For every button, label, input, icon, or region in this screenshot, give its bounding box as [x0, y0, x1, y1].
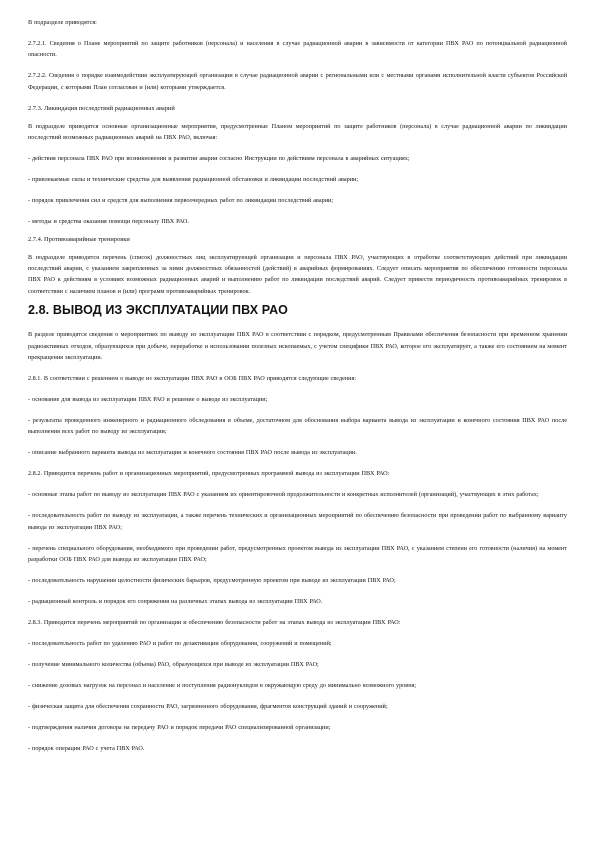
list-item: - порядок привлечения сил и средств для выполнения первоочередных работ по ликвидации последствий аварии; — [28, 197, 334, 205]
subsection-heading: 2.7.3. Ликвидация последствий радиационных аварий — [28, 104, 175, 112]
list-item: - перечень специального оборудования, необходимого при проведении работ, предусмотренных проектом вывода из эксплуатации ПВХ РАО, с указанием степени его готовности (наличия) на момент разработки ООБ ПВХ РАО для вывода из эксплуатации ПВХ РАО; — [28, 544, 567, 564]
paragraph: 2.7.2.2. Сведения о порядке взаимодействия эксплуатирующей организации в случае радиационной аварии с региональными или с местными органами исполнительной власти субъектов Российской Федерации, с которыми План согласован и (или) которыми утверждается. — [28, 72, 567, 91]
subsection-heading: 2.7.4. Противоаварийные тренировки — [28, 235, 130, 243]
list-item: - действия персонала ПВХ РАО при возникновении и развитии аварии согласно Инструкции по действиям персонала в аварийных ситуациях; — [28, 155, 410, 163]
list-item: - основные этапы работ по выводу из эксплуатации ПВХ РАО с указанием их ориентировочной продолжительности и конкретных исполнителей (организаций), участвующих в этих работах; — [28, 491, 539, 499]
list-item: - порядок операции РАО с учета ПВХ РАО. — [28, 745, 145, 753]
list-item: - снижение дозовых нагрузок на персонал и население и поступления радионуклидов в окружающую среду до минимально возможного уровня; — [28, 682, 417, 690]
paragraph: В подразделе приводится перечень (список) должностных лиц эксплуатирующей организации и персонала ПВХ РАО, участвующих в отработке соответствующих действий при ликвидации последствий аварии, с указанием закрепленных за ними должностных обязанностей (действий) в аварийных формированиях. Следует описать мероприятия по обеспечению готовности персонала ПВХ РАО к действиям в условиях возможных радиационных аварий и выполнению работ по ликвидации последствий аварий. Следует привести периодичность противоаварийных тренировок в соответствии с наличием планов и (или) программ противоаварийных тренировок. — [28, 253, 567, 295]
list-item: - последовательность нарушения целостности физических барьеров, предусмотренную проектом при выводе из эксплуатации ПВХ РАО; — [28, 577, 396, 585]
list-item: - последовательность работ по удалению РАО и работ по дезактивации оборудования, сооружений и помещений; — [28, 640, 332, 648]
section-heading: 2.8. ВЫВОД ИЗ ЭКСПЛУАТАЦИИ ПВХ РАО — [28, 303, 288, 318]
list-item: - привлекаемые силы и технические средства для выявления радиационной обстановки и ликвидации последствий аварии; — [28, 176, 359, 184]
paragraph: 2.8.3. Приводится перечень мероприятий по организации и обеспечению безопасности работ на этапах вывода из эксплуатации ПВХ РАО: — [28, 619, 401, 627]
list-item: - результаты проведенного инженерного и радиационного обследования в объеме, достаточном для обоснования выбора варианта вывода из эксплуатации и конечного состояния ПВХ РАО после выполнения всех работ по выводу из эксплуатации; — [28, 417, 567, 436]
list-item: - последовательность работ по выводу из эксплуатации, а также перечень технических и организационных мероприятий по обеспечению безопасности при проведении работ по выбранному варианту вывода из эксплуатации ПВХ РАО; — [28, 512, 567, 531]
list-item: - подтверждения наличия договора на передачу РАО и порядок передачи РАО специализированной организации; — [28, 724, 331, 732]
paragraph: В подразделе приводятся основные организационные мероприятия, предусмотренные Планом мероприятий по защите работников (персонала) в случае радиационной аварии по ликвидации последствий возможных радиационных аварий на ПВХ РАО, включая: — [28, 122, 567, 142]
paragraph: 2.8.2. Приводится перечень работ и организационных мероприятий, предусмотренных программой вывода из эксплуатации ПВХ РАО: — [28, 470, 390, 478]
list-item: - методы и средства оказания помощи персоналу ПВХ РАО. — [28, 218, 189, 226]
paragraph: В разделе приводятся сведения о мероприятиях по выводу из эксплуатации ПВХ РАО в соответствии с порядком, предусмотренным Правилами обеспечения безопасности при временном хранении радиоактивных отходов, образующихся при добыче, переработке и использовании полезных ископаемых, с учетом специфики ПВХ РАО, которое его эксплуатирует, а также его состоянием на момент прекращения эксплуатации. — [28, 331, 567, 362]
list-item: - физическая защита для обеспечения сохранности РАО, загрязненного оборудования, фрагментов конструкций зданий и сооружений; — [28, 703, 388, 711]
paragraph: 2.7.2.1. Сведения о Плане мероприятий по защите работников (персонала) и населения в случае радиационной аварии в зависимости от категории ПВХ РАО по потенциальной радиационной опасности. — [28, 40, 567, 59]
paragraph: В подразделе приводятся: — [28, 19, 97, 26]
list-item: - радиационный контроль и порядок его сопряжения на различных этапах вывода из эксплуатации ПВХ РАО. — [28, 598, 323, 606]
list-item: - основание для вывода из эксплуатации ПВХ РАО и решение о выводе из эксплуатации; — [28, 396, 268, 404]
paragraph: 2.8.1. В соответствии с решением о выводе из эксплуатации ПВХ РАО в ООБ ПВХ РАО приводятся следующие сведения: — [28, 375, 357, 383]
list-item: - получение минимального количества (объема) РАО, образующихся при выводе из эксплуатации ПВХ РАО; — [28, 661, 319, 669]
list-item: - описание выбранного варианта вывода из эксплуатации и конечного состояния ПВХ РАО после вывода из эксплуатации. — [28, 449, 357, 457]
